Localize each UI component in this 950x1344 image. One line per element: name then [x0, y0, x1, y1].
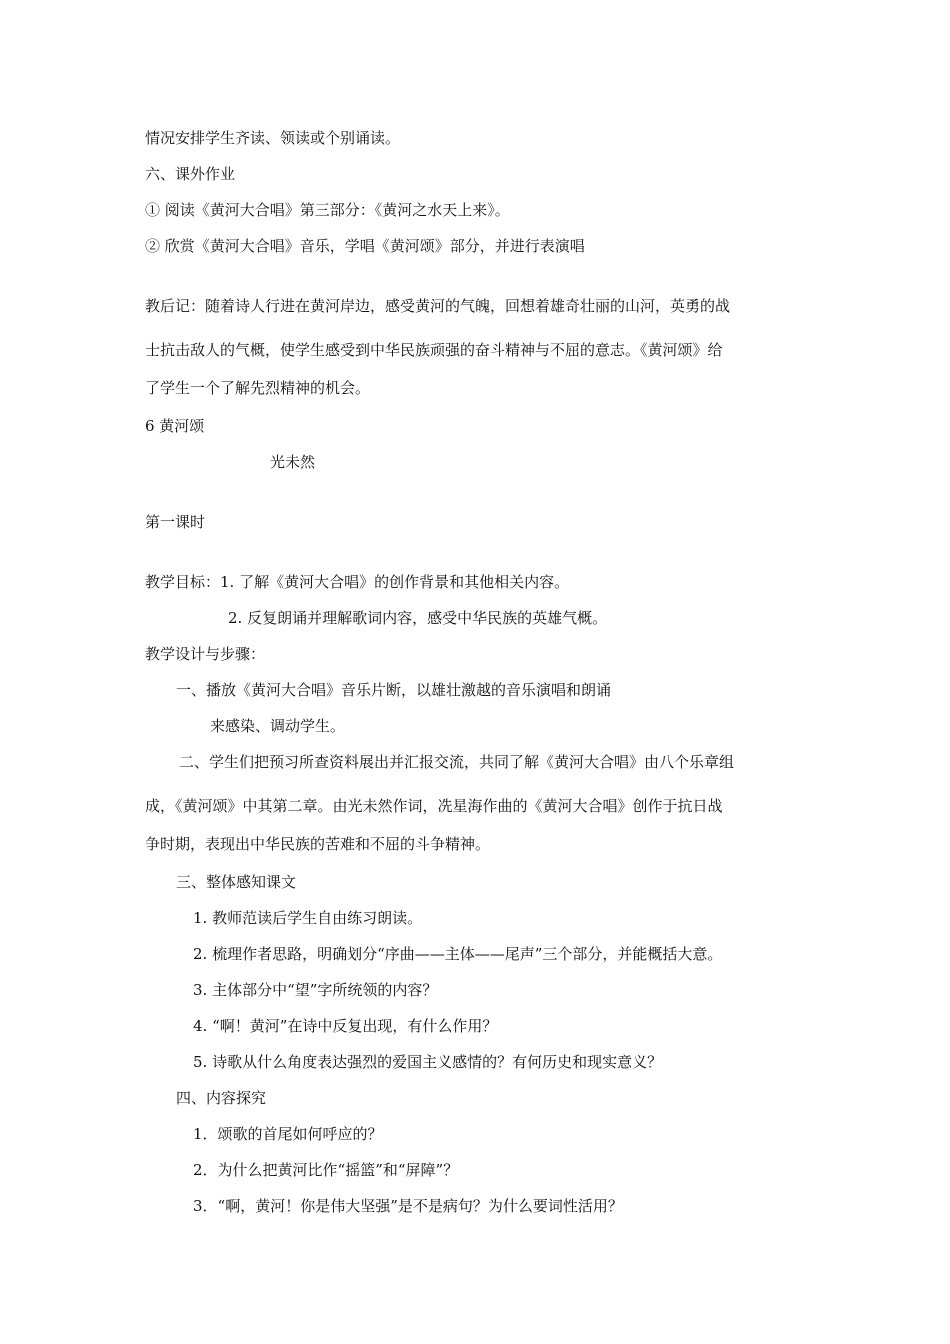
text-line: 士抗击敌人的气概，使学生感受到中华民族顽强的奋斗精神与不屈的意志。《黄河颂》给 [145, 341, 723, 359]
text-line: 了学生一个了解先烈精神的机会。 [145, 379, 371, 397]
section-heading-perception: 三、整体感知课文 [176, 873, 297, 891]
list-item: 2．为什么把黄河比作“摇篮”和“屏障”？ [193, 1161, 459, 1179]
section-heading-exploration: 四、内容探究 [176, 1089, 267, 1107]
step-line: 来感染、调动学生。 [210, 717, 346, 735]
list-item: 1．颂歌的首尾如何呼应的？ [193, 1125, 383, 1143]
objective-line: 2. 反复朗诵并理解歌词内容，感受中华民族的英雄气概。 [228, 609, 608, 627]
text-line: 争时期，表现出中华民族的苦难和不屈的斗争精神。 [145, 835, 491, 853]
author-name: 光未然 [270, 453, 316, 471]
homework-item: ① 阅读《黄河大合唱》第三部分：《黄河之水天上来》。 [145, 201, 510, 219]
lesson-title: 6 黄河颂 [145, 417, 205, 435]
list-item: 2. 梳理作者思路，明确划分“序曲——主体——尾声”三个部分，并能概括大意。 [193, 945, 723, 963]
text-line: 成，《黄河颂》中其第二章。由光未然作词，冼星海作曲的《黄河大合唱》创作于抗日战 [145, 797, 723, 815]
text-line: 情况安排学生齐读、领读或个别诵读。 [145, 129, 401, 147]
list-item: 3. 主体部分中“望”字所统领的内容？ [193, 981, 438, 999]
list-item: 4. “啊！黄河”在诗中反复出现，有什么作用？ [193, 1017, 498, 1035]
list-item: 3．“啊，黄河！你是伟大坚强”是不是病句？为什么要词性活用？ [193, 1197, 623, 1215]
list-item: 1. 教师范读后学生自由练习朗读。 [193, 909, 423, 927]
text-line: 教后记：随着诗人行进在黄河岸边，感受黄河的气魄，回想着雄奇壮丽的山河，英勇的战 [145, 297, 731, 315]
section-heading-design: 教学设计与步骤： [145, 645, 266, 663]
objective-line: 教学目标：1. 了解《黄河大合唱》的创作背景和其他相关内容。 [145, 573, 570, 591]
step-line: 二、学生们把预习所查资料展出并汇报交流，共同了解《黄河大合唱》由八个乐章组 [179, 753, 735, 771]
list-item: 5. 诗歌从什么角度表达强烈的爱国主义感情的？有何历史和现实意义？ [193, 1053, 663, 1071]
step-line: 一、播放《黄河大合唱》音乐片断，以雄壮激越的音乐演唱和朗诵 [176, 681, 612, 699]
lesson-period-heading: 第一课时 [145, 513, 206, 531]
homework-item: ② 欣赏《黄河大合唱》音乐，学唱《黄河颂》部分，并进行表演唱 [145, 237, 585, 255]
section-heading-homework: 六、课外作业 [145, 165, 236, 183]
